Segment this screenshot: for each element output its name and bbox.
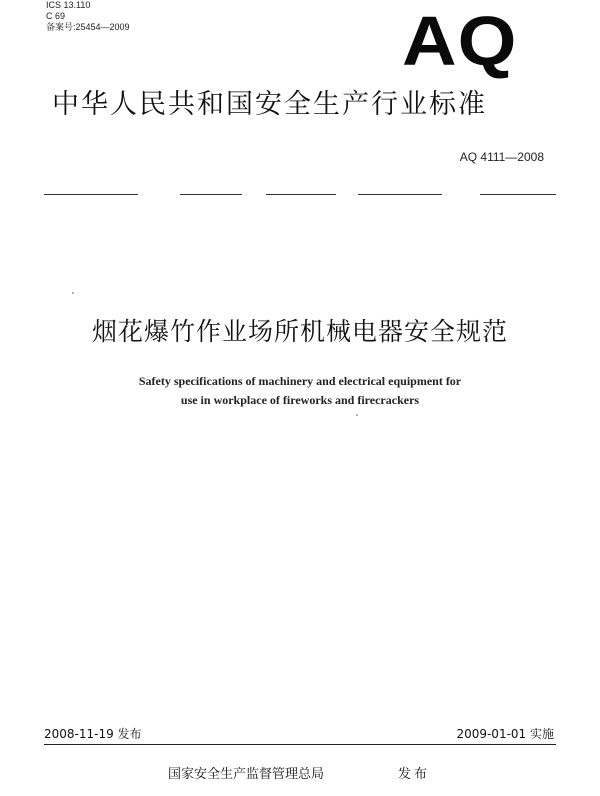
ics-code: ICS 13.110 — [46, 0, 91, 10]
header-divider-segment — [358, 194, 442, 195]
effective-date: 2009-01-01 实施 — [456, 727, 554, 741]
english-title-line-1: Safety specifications of machinery and electrical equipment for — [138, 374, 462, 388]
header-divider-segment — [180, 194, 242, 195]
publisher-name: 国家安全生产监督管理总局 — [168, 767, 325, 782]
scan-speck — [356, 414, 358, 416]
header-divider-segment — [266, 194, 336, 195]
classification-block — [46, 0, 130, 33]
scan-speck — [72, 292, 74, 294]
standard-category: 中华人民共和国安全生产行业标准 — [52, 89, 487, 120]
ccs-code: C 69 — [46, 11, 66, 21]
standard-number: AQ 4111—2008 — [459, 150, 544, 164]
header-divider-segment — [44, 194, 138, 195]
aq-logo: AQ — [402, 2, 518, 80]
english-title-line-2: use in workplace of fireworks and firecrackers — [180, 393, 420, 407]
footer-divider — [44, 744, 556, 745]
publish-date: 2008-11-19 发布 — [44, 727, 142, 741]
header-divider-segment — [480, 194, 556, 195]
document-title-chinese: 烟花爆竹作业场所机械电器安全规范 — [91, 317, 508, 346]
issue-label: 发布 — [398, 767, 431, 782]
record-number: 备案号:25454—2009 — [46, 22, 130, 32]
document-title-english — [0, 372, 600, 410]
